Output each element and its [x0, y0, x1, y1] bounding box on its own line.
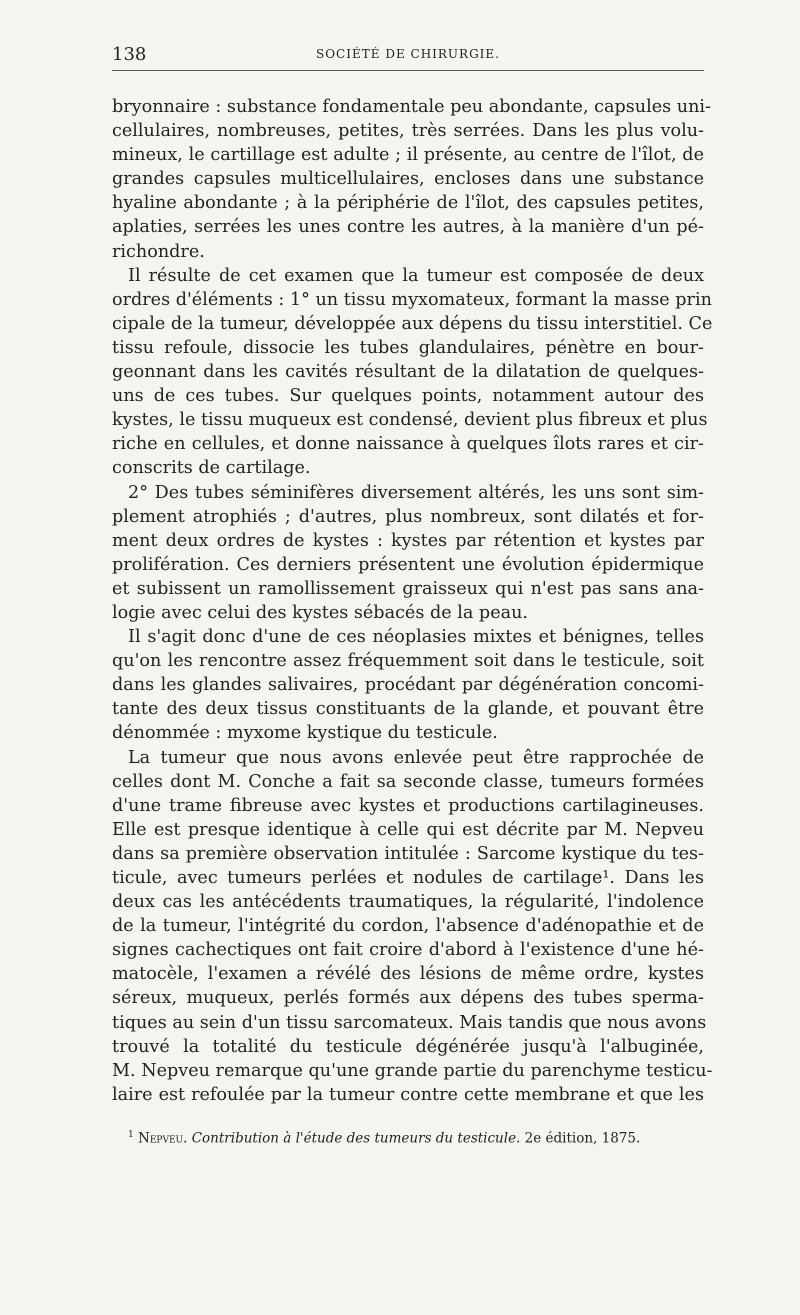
text-line: séreux, muqueux, perlés formés aux dépens des tubes sperma- [112, 988, 704, 1009]
page-number: 138 [112, 44, 147, 65]
text-line: signes cachectiques ont fait croire d'abord à l'existence d'une hé- [112, 940, 704, 961]
text-line: bryonnaire : substance fondamentale peu abondante, capsules uni- [112, 97, 712, 117]
text-line: tante des deux tissus constituants de la glande, et pouvant être [112, 699, 704, 720]
text-line: dans sa première observation intitulée : Sarcome kystique du tes- [112, 843, 704, 864]
text-line: mineux, le cartillage est adulte ; il présente, au centre de l'îlot, de [112, 145, 704, 166]
text-line: ticule, avec tumeurs perlées et nodules de cartilage¹. Dans les [112, 868, 704, 888]
text-line: Il résulte de cet examen que la tumeur est composée de deux [128, 265, 704, 286]
text-line: prolifération. Ces derniers présentent une évolution épidermique [112, 554, 704, 575]
text-line: de la tumeur, l'intégrité du cordon, l'absence d'adénopathie et de [112, 916, 704, 937]
text-line: dénommée : myxome kystique du testicule. [112, 723, 498, 744]
text-line: 2° Des tubes séminifères diversement altérés, les uns sont sim- [128, 482, 704, 503]
text-line: qu'on les rencontre assez fréquemment soit dans le testicule, soit [112, 651, 704, 672]
footnote-title: Contribution à l'étude des tumeurs du testicule. [191, 1130, 521, 1147]
text-line: M. Nepveu remarque qu'une grande partie du parenchyme testicu- [112, 1060, 713, 1081]
text-line: matocèle, l'examen a révélé des lésions de même ordre, kystes [112, 964, 704, 985]
text-line: tissu refoule, dissocie les tubes glandulaires, pénètre en bour- [112, 337, 704, 358]
text-line: tiques au sein d'un tissu sarcomateux. Mais tandis que nous avons [112, 1012, 707, 1033]
text-line: conscrits de cartilage. [112, 458, 311, 479]
text-line: cellulaires, nombreuses, petites, très serrées. Dans les plus volu- [112, 121, 704, 142]
text-line: laire est refoulée par la tumeur contre cette membrane et que les [112, 1084, 704, 1105]
text-line: aplaties, serrées les unes contre les autres, à la manière d'un pé- [112, 217, 704, 238]
footnote [112, 1125, 704, 1149]
text-line: richondre. [112, 241, 205, 262]
footnote-edition: 2e édition, 1875. [524, 1130, 641, 1147]
footnote-marker: 1 [128, 1129, 134, 1140]
footnote-author: Nepveu. [138, 1130, 188, 1147]
page-header [112, 44, 704, 71]
text-line: Il s'agit donc d'une de ces néoplasies mixtes et bénignes, telles [128, 627, 704, 648]
text-line: riche en cellules, et donne naissance à quelques îlots rares et cir- [112, 434, 704, 455]
text-line: deux cas les antécédents traumatiques, la régularité, l'indolence [112, 892, 704, 913]
text-line: Elle est presque identique à celle qui est décrite par M. Nepveu [112, 819, 704, 840]
text-line: logie avec celui des kystes sébacés de la peau. [112, 602, 529, 623]
text-line: dans les glandes salivaires, procédant par dégénération concomi- [112, 675, 704, 696]
text-line: geonnant dans les cavités résultant de la dilatation de quelques- [112, 362, 704, 383]
text-line: d'une trame fibreuse avec kystes et productions cartilagineuses. [112, 795, 704, 816]
text-line: ment deux ordres de kystes : kystes par rétention et kystes par [112, 530, 704, 551]
text-line: celles dont M. Conche a fait sa seconde classe, tumeurs formées [112, 771, 704, 792]
running-title: SOCIÉTÉ DE CHIRURGIE. [316, 47, 500, 61]
text-line: uns de ces tubes. Sur quelques points, notamment autour des [112, 386, 704, 407]
text-line: grandes capsules multicellulaires, encloses dans une substance [112, 169, 704, 190]
document-page [112, 44, 713, 1148]
body-text [112, 95, 713, 1107]
text-line: hyaline abondante ; à la périphérie de l'îlot, des capsules petites, [112, 193, 704, 214]
text-line: et subissent un ramollissement graisseux qui n'est pas sans ana- [112, 578, 704, 599]
text-line: trouvé la totalité du testicule dégénérée jusqu'à l'albuginée, [112, 1036, 704, 1057]
text-line: plement atrophiés ; d'autres, plus nombreux, sont dilatés et for- [112, 506, 704, 527]
text-line: ordres d'éléments : 1° un tissu myxomateux, formant la masse prin [112, 289, 712, 310]
text-line: La tumeur que nous avons enlevée peut être rapprochée de [128, 747, 704, 768]
text-line: cipale de la tumeur, développée aux dépens du tissu interstitiel. Ce [112, 313, 713, 334]
text-line: kystes, le tissu muqueux est condensé, devient plus fibreux et plus [112, 410, 708, 431]
